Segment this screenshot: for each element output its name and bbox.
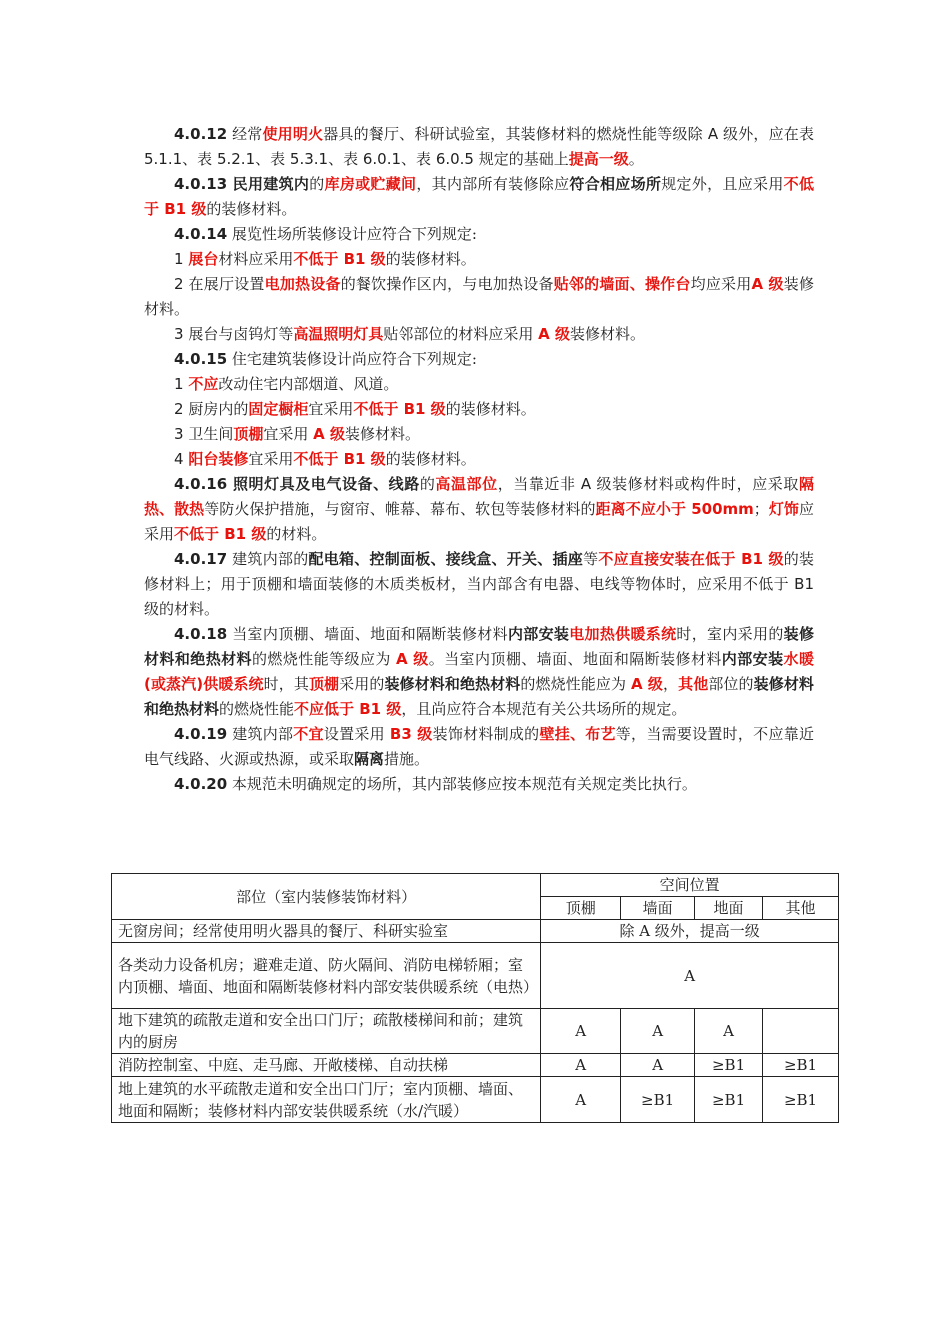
text-segment: 材料应采用 — [218, 250, 294, 268]
text-segment: 5.3.1 — [289, 150, 329, 168]
header-other: 其他 — [763, 897, 839, 920]
header-part: 部位（室内装修装饰材料） — [112, 874, 541, 920]
text-segment: 经常 — [227, 125, 263, 143]
highlighted-text: 不低于 B1 级 — [174, 525, 267, 543]
row-part: 各类动力设备机房；避难走道、防火隔间、消防电梯轿厢；室内顶棚、墙面、地面和隔断装修材料内部安装供暖系统（电热） — [112, 943, 541, 1009]
text-segment: 。 — [628, 150, 644, 168]
clause-number: 4.0.17 — [174, 550, 228, 568]
highlighted-text: 阳台装修 — [188, 450, 249, 468]
clause-4-0-14-item-2 — [144, 272, 814, 322]
highlighted-text: B3 级 — [389, 725, 433, 743]
text-segment: ， — [663, 675, 679, 693]
text-segment: 、表 — [328, 150, 363, 168]
highlighted-text: A 级 — [751, 275, 784, 293]
header-space-position: 空间位置 — [541, 874, 839, 897]
text-segment: 的装修材料。 — [445, 400, 536, 418]
highlighted-text: 不应低于 B1 级 — [294, 700, 402, 718]
row-part: 地上建筑的水平疏散走道和安全出口门厅；室内顶棚、墙面、地面和隔断；装修材料内部安装供暖系统（水/汽暖） — [112, 1077, 541, 1123]
clause-4-0-15-item-3 — [144, 422, 814, 447]
text-segment: 改动住宅内部烟道、风道。 — [218, 375, 399, 393]
clause-number: 4.0.14 — [174, 225, 228, 243]
highlighted-text: 高温照明灯具 — [293, 325, 384, 343]
highlighted-text: 电加热设备 — [264, 275, 341, 293]
header-floor: 地面 — [695, 897, 763, 920]
highlighted-text: 隔热、散热 — [144, 475, 814, 518]
row-grade: A — [541, 943, 839, 1009]
text-segment: 的燃烧性能应为 — [520, 675, 631, 693]
text-segment: 等 — [583, 550, 599, 568]
row-grade: A — [541, 1054, 621, 1077]
text-segment: 的材料。 — [266, 525, 327, 543]
text-segment: 2 — [174, 275, 184, 293]
text-segment: 配电箱、控制面板、接线盒、开关、插座 — [308, 550, 584, 568]
clause-number: 4.0.19 — [174, 725, 228, 743]
text-segment: 、表 — [401, 150, 436, 168]
text-segment: 的燃烧性能 — [219, 700, 295, 718]
table-row — [112, 1077, 839, 1123]
clause-number: 4.0.20 — [174, 775, 228, 793]
clause-4-0-15 — [144, 347, 814, 372]
text-segment: ，其内部所有装修除应 — [416, 175, 570, 193]
text-segment: 的 — [309, 175, 325, 193]
text-segment: A — [580, 475, 592, 493]
text-segment: 规定的基础上 — [473, 150, 569, 168]
clause-4-0-12 — [144, 122, 814, 172]
row-part: 无窗房间；经常使用明火器具的餐厅、科研实验室 — [112, 920, 541, 943]
header-wall: 墙面 — [621, 897, 695, 920]
text-segment: 展览性场所装修设计应符合下列规定: — [227, 225, 477, 243]
highlighted-text: 电加热供暖系统 — [569, 625, 677, 643]
text-segment: A — [707, 125, 719, 143]
highlighted-text: 顶棚 — [233, 425, 264, 443]
highlighted-text: 不应直接安装在低于 B1 级 — [598, 550, 784, 568]
text-segment: 器具的餐厅、科研试验室，其装修材料的燃烧性能等级除 — [323, 125, 708, 143]
text-segment: 应采用 — [144, 500, 814, 543]
row-part: 消防控制室、中庭、走马廊、开敞楼梯、自动扶梯 — [112, 1054, 541, 1077]
highlighted-text: 固定橱柜 — [248, 400, 309, 418]
clause-4-0-15-item-2 — [144, 397, 814, 422]
text-segment: 厨房内的 — [183, 400, 249, 418]
text-segment: 装修材料。 — [144, 275, 814, 318]
text-segment: 装修材料和绝热材料 — [144, 625, 814, 668]
table-row — [112, 1009, 839, 1054]
text-segment: ； — [753, 500, 769, 518]
clause-4-0-16 — [144, 472, 814, 547]
text-segment: B1 — [794, 575, 814, 593]
row-grade: A — [541, 1077, 621, 1123]
clause-4-0-15-item-1 — [144, 372, 814, 397]
row-grade: A — [541, 1009, 621, 1054]
clause-4-0-15-item-4 — [144, 447, 814, 472]
text-segment: 符合相应场所 — [569, 175, 662, 193]
highlighted-text: 不低于 B1 级 — [353, 400, 446, 418]
highlighted-text: 不应 — [188, 375, 219, 393]
row-grade: 除 A 级外，提高一级 — [541, 920, 839, 943]
text-segment: 3 — [174, 325, 184, 343]
highlighted-text: 使用明火 — [262, 125, 324, 143]
table-header-row — [112, 874, 839, 897]
text-segment: 宜采用 — [263, 425, 314, 443]
text-segment: 内部安装 — [507, 625, 570, 643]
text-segment: 采用的 — [339, 675, 385, 693]
highlighted-text: 不宜 — [293, 725, 324, 743]
table-row — [112, 1054, 839, 1077]
text-segment: 。当室内顶棚、墙面、地面和隔断装修材料 — [428, 650, 722, 668]
text-segment: 装修材料和绝热材料 — [384, 675, 521, 693]
text-segment: 3 — [174, 425, 184, 443]
material-grade-table — [111, 873, 839, 1123]
text-segment: 4 — [174, 450, 184, 468]
text-segment: 装修材料。 — [344, 425, 420, 443]
highlighted-text: 距离不应小于 500mm — [595, 500, 754, 518]
clause-4-0-19 — [144, 722, 814, 772]
text-segment: 贴邻部位的材料应采用 — [383, 325, 539, 343]
text-segment: 宜采用 — [248, 450, 294, 468]
clause-number: 4.0.15 — [174, 350, 228, 368]
highlighted-text: 提高一级 — [568, 150, 629, 168]
text-segment: 均应采用 — [690, 275, 752, 293]
clause-number: 4.0.18 — [174, 625, 228, 643]
highlighted-text: A 级 — [396, 650, 429, 668]
row-grade — [763, 1009, 839, 1054]
text-segment: 等防火保护措施，与窗帘、帷幕、幕布、软包等装修材料的 — [204, 500, 596, 518]
text-segment: 装饰材料制成的 — [432, 725, 540, 743]
text-segment: 的 — [419, 475, 436, 493]
text-segment: 、表 — [182, 150, 217, 168]
clause-4-0-20 — [144, 772, 814, 797]
highlighted-text: 高温部位 — [435, 475, 498, 493]
text-segment: 建筑内部 — [227, 725, 294, 743]
row-grade: ≥B1 — [621, 1077, 695, 1123]
highlighted-text: 不低于 B1 级 — [144, 175, 814, 218]
text-segment: 、表 — [255, 150, 290, 168]
highlighted-text: A 级 — [313, 425, 345, 443]
text-segment: 的装修材料上；用于顶棚和墙面装修的木质类板材，当内部含有电器、电线等物体时，应采用不低于 — [144, 550, 814, 593]
text-segment: 的装修材料。 — [385, 450, 476, 468]
text-segment: 内部安装 — [721, 650, 784, 668]
text-segment: 部位的 — [708, 675, 754, 693]
highlighted-text: 不低于 B1 级 — [293, 250, 386, 268]
clause-number: 4.0.13 — [174, 175, 228, 193]
text-segment: 1 — [174, 250, 184, 268]
text-segment: 5.1.1 — [144, 150, 183, 168]
highlighted-text: 库房或贮藏间 — [324, 175, 417, 193]
text-segment: ，且尚应符合本规范有关公共场所的规定。 — [401, 700, 687, 718]
text-segment: 的燃烧性能等级应为 — [251, 650, 397, 668]
row-part: 地下建筑的疏散走道和安全出口门厅；疏散楼梯间和前；建筑内的厨房 — [112, 1009, 541, 1054]
text-segment: 卫生间 — [183, 425, 234, 443]
text-segment: 6.0.5 — [435, 150, 474, 168]
row-grade: A — [621, 1009, 695, 1054]
text-segment: 装修材料。 — [569, 325, 645, 343]
clause-4-0-14-item-3 — [144, 322, 814, 347]
highlighted-text: 水暖(或蒸汽)供暖系统 — [144, 650, 814, 693]
text-segment: 的餐饮操作区内，与电加热设备 — [340, 275, 554, 293]
text-segment: 展台与卤钨灯等 — [183, 325, 294, 343]
text-segment: 设置采用 — [323, 725, 390, 743]
text-segment: 宜采用 — [308, 400, 354, 418]
text-segment: 隔离 — [354, 750, 385, 768]
text-segment: 6.0.1 — [362, 150, 402, 168]
highlighted-text: 顶棚 — [308, 675, 340, 693]
highlighted-text: 贴邻的墙面、操作台 — [553, 275, 691, 293]
text-segment: 民用建筑内 — [227, 175, 310, 193]
text-segment: 照明灯具及电气设备、线路 — [227, 475, 420, 493]
highlighted-text: A 级 — [538, 325, 570, 343]
highlighted-text: 展台 — [188, 250, 219, 268]
text-segment: 等，当需要设置时，不应靠近电气线路、火源或热源，或采取 — [144, 725, 814, 768]
header-ceiling: 顶棚 — [541, 897, 621, 920]
highlighted-text: 不低于 B1 级 — [293, 450, 386, 468]
text-segment: 措施。 — [384, 750, 430, 768]
highlighted-text: 壁挂、布艺 — [539, 725, 616, 743]
clause-number: 4.0.12 — [174, 125, 228, 143]
text-segment: 时，其 — [263, 675, 309, 693]
clause-4-0-14-item-1 — [144, 247, 814, 272]
text-segment: 在展厅设置 — [183, 275, 265, 293]
text-segment: 级装修材料或构件时，应采取 — [591, 475, 799, 493]
regulation-text — [144, 122, 814, 797]
text-segment: 住宅建筑装修设计尚应符合下列规定: — [227, 350, 477, 368]
table-row — [112, 920, 839, 943]
row-grade: ≥B1 — [695, 1077, 763, 1123]
row-grade: A — [621, 1054, 695, 1077]
text-segment: ，当靠近非 — [497, 475, 581, 493]
clause-4-0-14 — [144, 222, 814, 247]
highlighted-text: A 级 — [630, 675, 663, 693]
text-segment: 级外，应在表 — [718, 125, 814, 143]
text-segment: 装修材料和绝热材料 — [144, 675, 814, 718]
text-segment: 当室内顶棚、墙面、地面和隔断装修材料 — [227, 625, 508, 643]
row-grade: ≥B1 — [695, 1054, 763, 1077]
clause-4-0-13 — [144, 172, 814, 222]
text-segment: 5.2.1 — [216, 150, 256, 168]
row-grade: ≥B1 — [763, 1054, 839, 1077]
text-segment: 规定外，且应采用 — [661, 175, 784, 193]
text-segment: 的装修材料。 — [206, 200, 297, 218]
text-segment: 建筑内部的 — [227, 550, 309, 568]
row-grade: ≥B1 — [763, 1077, 839, 1123]
clause-4-0-17 — [144, 547, 814, 622]
table-row — [112, 943, 839, 1009]
text-segment: 1 — [174, 375, 184, 393]
text-segment: 的装修材料。 — [385, 250, 476, 268]
row-grade: A — [695, 1009, 763, 1054]
highlighted-text: 灯饰 — [768, 500, 799, 518]
text-segment: 时，室内采用的 — [676, 625, 784, 643]
text-segment: 级的材料。 — [144, 600, 220, 618]
highlighted-text: 其他 — [678, 675, 709, 693]
clause-number: 4.0.16 — [174, 475, 228, 493]
text-segment: 本规范未明确规定的场所，其内部装修应按本规范有关规定类比执行。 — [227, 775, 697, 793]
clause-4-0-18 — [144, 622, 814, 722]
text-segment: 2 — [174, 400, 184, 418]
